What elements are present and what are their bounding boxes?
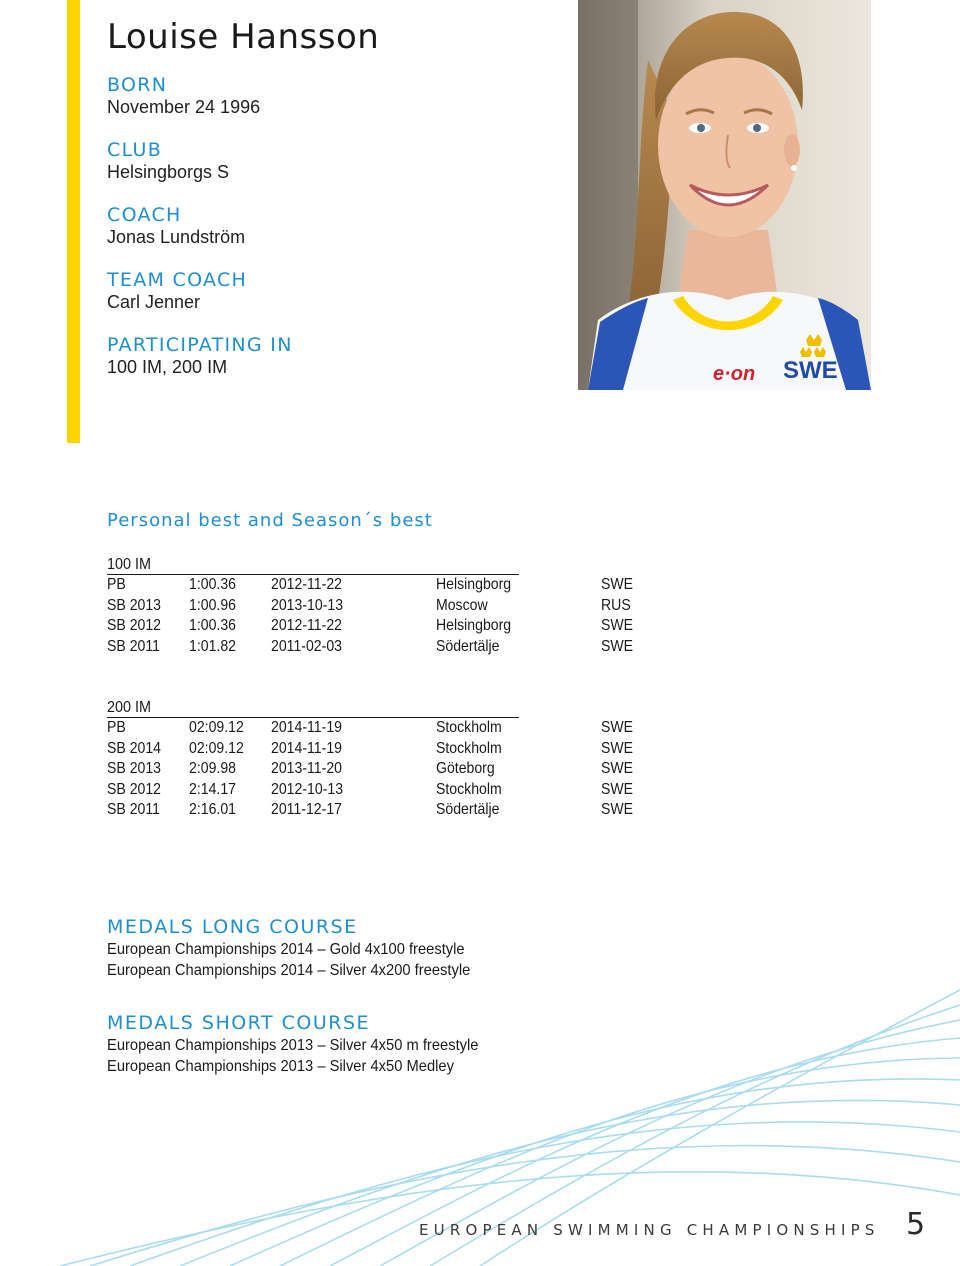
fact-coach [107,204,293,269]
fact-club [107,139,293,204]
row-country: SWE [601,719,634,736]
row-time: 2:14.17 [189,780,236,798]
table-row [107,759,634,780]
fact-label: PARTICIPATING IN [107,334,293,356]
row-city: Stockholm [436,780,502,798]
row-date: 2012-10-13 [271,780,344,798]
row-country: SWE [601,576,634,593]
fact-born [107,74,293,139]
fact-team-coach [107,269,293,334]
event-name: 100 IM [107,556,152,573]
medal-item: European Championships 2013 – Silver 4x50 m freestyle [107,1037,479,1054]
table-row [107,800,634,821]
row-date: 2014-11-19 [271,739,342,757]
row-time: 1:00.36 [189,617,236,635]
event-200-im [107,698,634,821]
row-time: 2:16.01 [189,801,236,819]
row-type: SB 2011 [107,637,160,655]
row-time: 02:09.12 [189,719,244,736]
row-country: SWE [601,780,634,798]
row-time: 1:00.36 [189,576,236,593]
row-date: 2011-12-17 [271,801,342,819]
row-type: PB [107,719,126,736]
medals-title: MEDALS LONG COURSE [107,916,358,938]
row-city: Helsingborg [436,576,512,593]
row-type: PB [107,576,126,593]
fact-value: 100 IM, 200 IM [107,357,228,377]
fact-label: BORN [107,74,168,96]
row-time: 1:01.82 [189,637,236,655]
row-country: SWE [601,637,634,655]
shirt-text: SWE [783,357,838,384]
table-row [107,637,634,658]
row-city: Moscow [436,596,488,614]
row-time: 02:09.12 [189,739,244,757]
footer-title: EUROPEAN SWIMMING CHAMPIONSHIPS [419,1221,880,1239]
fact-value: November 24 1996 [107,97,261,117]
medal-item: European Championships 2014 – Silver 4x200 freestyle [107,962,471,979]
row-country: RUS [601,596,631,614]
table-row [107,718,634,739]
fact-label: COACH [107,204,182,226]
row-type: SB 2012 [107,617,162,635]
row-country: SWE [601,739,634,757]
row-city: Stockholm [436,739,502,757]
sponsor-logo: e·on [713,363,756,385]
fact-value: Helsingborgs S [107,162,230,182]
row-city: Helsingborg [436,617,512,635]
fact-label: CLUB [107,139,163,161]
row-date: 2013-10-13 [271,596,344,614]
athlete-name: Louise Hansson [107,16,380,57]
row-country: SWE [601,617,634,635]
bests-title: Personal best and Season´s best [107,510,433,531]
fact-participating [107,334,293,399]
table-row [107,575,634,596]
fact-label: TEAM COACH [107,269,248,291]
row-country: SWE [601,760,634,778]
athlete-photo [578,0,871,390]
table-row [107,596,631,617]
row-city: Göteborg [436,760,495,778]
row-type: SB 2011 [107,801,160,819]
row-date: 2011-02-03 [271,637,342,655]
row-date: 2012-11-22 [271,576,342,593]
row-date: 2013-11-20 [271,760,342,778]
page-number: 5 [906,1207,926,1242]
row-city: Stockholm [436,719,502,736]
row-time: 1:00.96 [189,596,236,614]
table-row [107,780,634,801]
row-city: Södertälje [436,637,500,655]
event-100-im [107,555,634,657]
row-type: SB 2012 [107,780,162,798]
row-city: Södertälje [436,801,500,819]
row-date: 2012-11-22 [271,617,342,635]
row-type: SB 2013 [107,760,162,778]
athlete-facts [107,74,293,399]
table-row [107,739,634,760]
accent-bar [67,0,80,443]
medal-item: European Championships 2013 – Silver 4x50 Medley [107,1058,454,1075]
row-type: SB 2013 [107,596,162,614]
row-time: 2:09.98 [189,760,236,778]
row-type: SB 2014 [107,739,162,757]
medals-short-course [107,1012,511,1077]
medal-item: European Championships 2014 – Gold 4x100 freestyle [107,941,465,958]
fact-value: Carl Jenner [107,292,201,312]
row-country: SWE [601,801,634,819]
event-name: 200 IM [107,699,152,716]
table-row [107,616,634,637]
medals-long-course [107,916,502,981]
row-date: 2014-11-19 [271,719,342,736]
medals-title: MEDALS SHORT COURSE [107,1012,371,1034]
fact-value: Jonas Lundström [107,227,246,247]
